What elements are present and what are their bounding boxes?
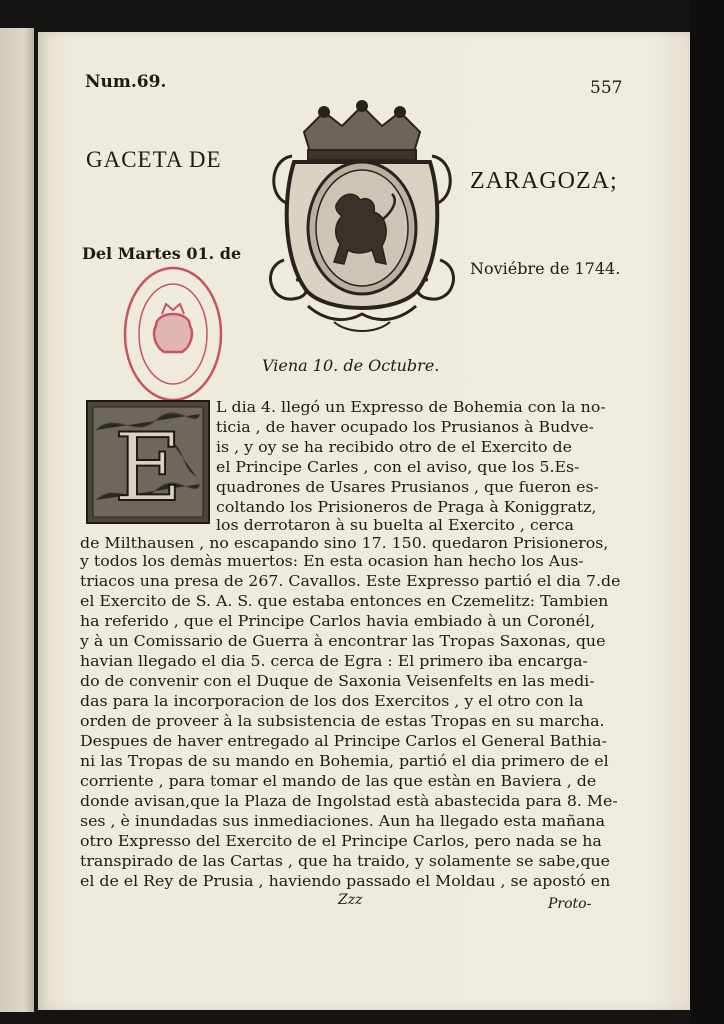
body-line: L dia 4. llegó un Expresso de Bohemia con la no- [216, 399, 606, 416]
body-line: quadrones de Usares Prusianos , que fueron es- [216, 479, 599, 496]
facing-page-edge [0, 28, 34, 1012]
body-line: el Exercito de S. A. S. que estaba entonces en Czemelitz: Tambien [80, 593, 609, 610]
page-number: 557 [590, 78, 623, 98]
body-line: ni las Tropas de su mando en Bohemia, partió el dia primero de el [80, 753, 609, 770]
body-line: y todos los demàs muertos: En esta ocasion han hecho los Aus- [80, 553, 584, 570]
body-line: los derrotaron à su buelta al Exercito , cerca [216, 517, 574, 534]
body-line: otro Expresso del Exercito de el Principe Carlos, pero nada se ha [80, 833, 602, 850]
library-stamp-icon [120, 262, 226, 406]
body-line: corriente , para tomar el mando de las que estàn en Baviera , de [80, 773, 597, 790]
body-line: de Milthausen , no escapando sino 17. 150. quedaron Prisioneros, [80, 535, 609, 552]
body-line: y à un Comissario de Guerra à encontrar las Tropas Saxonas, que [80, 633, 606, 650]
body-line: Despues de haver entregado al Principe Carlos el General Bathia- [80, 733, 607, 750]
coat-of-arms-icon [264, 100, 460, 336]
body-line: is , y oy se ha recibido otro de el Exercito de [216, 439, 572, 456]
body-line: el Principe Carles , con el aviso, que los 5.Es- [216, 459, 580, 476]
body-line: coltando los Prisioneros de Praga à Koniggratz, [216, 499, 597, 516]
body-line: donde avisan,que la Plaza de Ingolstad està abastecida para 8. Me- [80, 793, 618, 810]
body-line: triacos una presa de 267. Cavallos. Este Expresso partió el dia 7.de [80, 573, 621, 590]
dateline: Viena 10. de Octubre. [262, 356, 440, 375]
issue-date-right: Noviébre de 1744. [470, 259, 621, 278]
catchword: Proto- [548, 896, 592, 912]
issue-number: Num.69. [85, 72, 167, 92]
body-line: havian llegado el dia 5. cerca de Egra : El primero iba encarga- [80, 653, 588, 670]
scan-background [690, 0, 724, 1024]
body-line: do de convenir con el Duque de Saxonia Veisenfelts en las medi- [80, 673, 595, 690]
decorative-initial-icon [86, 400, 210, 524]
body-line: orden de proveer à la subsistencia de estas Tropas en su marcha. [80, 713, 605, 730]
body-line: el de el Rey de Prusia , haviendo passado el Moldau , se apostó en [80, 873, 611, 890]
svg-text:E: E [113, 414, 183, 523]
body-line: ses , è inundadas sus inmediaciones. Aun ha llegado esta mañana [80, 813, 606, 830]
body-line: transpirado de las Cartas , que ha traido, y solamente se sabe,que [80, 853, 610, 870]
masthead-title-left: GACETA DE [86, 147, 222, 172]
signature-mark: Zzz [338, 892, 363, 908]
body-line: ticia , de haver ocupado los Prusianos à Budve- [216, 419, 594, 436]
masthead-title-right: ZARAGOZA; [470, 168, 618, 194]
body-line: ha referido , que el Principe Carlos havia embiado à un Coronél, [80, 613, 596, 630]
body-line: das para la incorporacion de los dos Exercitos , y el otro con la [80, 693, 584, 710]
issue-date-left: Del Martes 01. de [82, 244, 242, 263]
